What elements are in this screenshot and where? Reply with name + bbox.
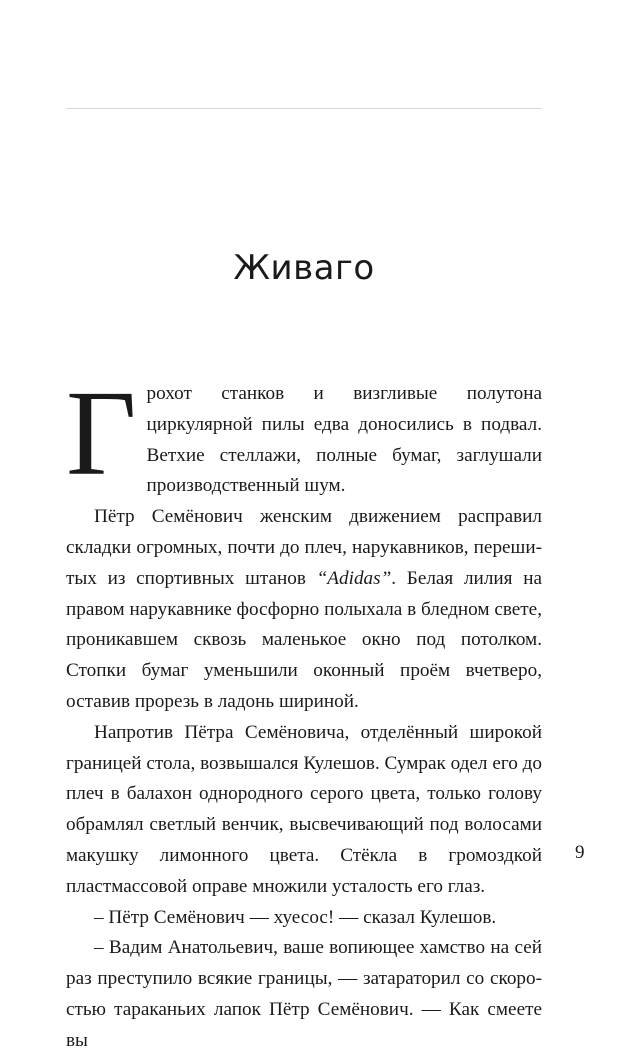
paragraph-4: – Пётр Семёнович — хуесос! — сказал Кулешов. <box>94 906 497 928</box>
chapter-title: Живаго <box>233 248 375 288</box>
header-rule <box>66 108 542 109</box>
paragraph-3: Напротив Пётра Семёновича, отделённый широкой границей стола, возвышался Кулешов. Сумрак одел его до плеч в балахон однородного серого цвета, только голову обрамлял светлый венчик, высвечивающий под волосами макушку лимонного цвета. Стёкла в громоздкой пластмассовой оправе множили усталость его глаз. <box>66 721 542 897</box>
paragraph-2-text-a: Пётр Семёнович женским движением расправил складки огромных, почти до плеч, нарукавников, перешитых из спортивных штанов <box>66 506 542 589</box>
paragraph-2-text-b: . Белая лилия на правом нарукавнике фосфорно полыхала в бледном свете, проникавшем сквозь маленькое окно под потолком. Стопки бумаг уменьшили оконный проём вчетверо, оставив прорезь в ладонь шириной. <box>66 567 542 712</box>
body-text <box>66 366 542 1057</box>
drop-cap: Г <box>66 366 137 501</box>
paragraph-2 <box>66 502 542 718</box>
paragraph-1 <box>66 366 542 502</box>
page-number: 9 <box>575 842 585 863</box>
brand-name: “Adidas” <box>316 567 392 589</box>
paragraph-1-text: рохот станков и визгливые полутона циркулярной пилы едва доносились в подвал. Ветхие стеллажи, полные бумаг, заглушали производственный шум. <box>146 383 542 497</box>
paragraph-5: – Вадим Анатольевич, ваше вопиющее хамство на сей раз преступило всякие границы, — затараторил со скоростью тараканьих лапок Пётр Семёнович. — Как смеете вы <box>66 937 542 1051</box>
